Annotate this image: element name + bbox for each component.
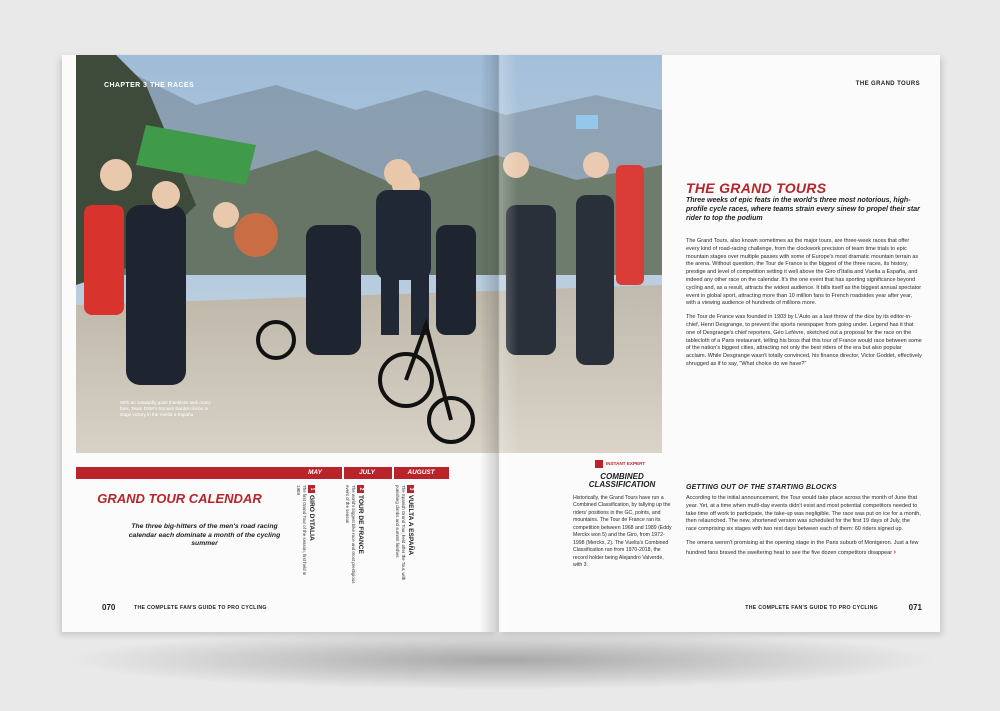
right-footer-title: THE COMPLETE FAN'S GUIDE TO PRO CYCLING <box>745 605 878 611</box>
feature-title: THE GRAND TOURS <box>686 180 827 196</box>
badge-text: INSTANT EXPERT <box>606 460 646 466</box>
calendar-month-may: MAY <box>308 469 322 476</box>
sidebar-title: COMBINED CLASSIFICATION <box>588 472 656 490</box>
entry-desc: The world's biggest bike race and most prestigious event of the season <box>345 485 356 584</box>
body-paragraph-text: The omens weren't promising at the opening stage in the Paris suburb of Montgeron. Just a few hundred fans braved the sweltering heat to see the five dozen competitors disappear <box>686 539 919 556</box>
entry-name: TOUR DE FRANCE <box>357 495 364 554</box>
cover-photo <box>76 55 662 453</box>
calendar-entry-vuelta <box>395 485 414 585</box>
chapter-label: CHAPTER 3 <box>104 82 148 89</box>
body-paragraph: The Tour de France was founded in 1903 by L'Auto as a last throw of the dice by its editor-in-chief, Henri Desgrange, to prevent the sports newspaper from going under. Legend has it that one of Desgrange's chief reporters, Géo Lefèvre, sketched out a proposal for the race on the tablecloth of a Paris restaurant, telling his boss that this tour of France would race between some of the nation's biggest cities, attracting not only the best riders of the era but also popular acclaim. While Desgrange wasn't totally convinced, his finance director, Victor Goddet, effectively shrugged as if to say, "What choice do we have?" <box>686 314 922 367</box>
continue-arrow-icon: › <box>893 548 896 556</box>
entry-name: VUELTA A ESPAÑA <box>407 495 414 556</box>
feature-body-continued <box>686 495 922 564</box>
photo-illustration <box>76 55 662 453</box>
sidebar-body: Historically, the Grand Tours have run a Combined Classification, by tallying up the riders' positions in the GC, points, and mountains. The Tour de France ran its competition between 1968 and 1989 (Eddy Merckx won 5) and the Giro, from 1972-1998 (Merckx, 2). The Vuelta's Combined Classification ran from 1970-2018, the record holder being Alejandro Valverde, with 3. <box>573 495 672 568</box>
calendar-month-july: JULY <box>359 469 375 476</box>
left-footer-title: THE COMPLETE FAN'S GUIDE TO PRO CYCLING <box>134 605 267 611</box>
section-label: THE RACES <box>150 82 195 89</box>
page-shadow <box>62 630 942 690</box>
calendar-entry-giro <box>296 485 315 585</box>
entry-desc: The first Grand Tour of the season, first held in 1909 <box>296 485 307 576</box>
feature-subhead: GETTING OUT OF THE STARTING BLOCKS <box>686 484 837 491</box>
feature-body <box>686 238 922 375</box>
feature-standfirst: Three weeks of epic feats in the world's three most notorious, high-profile cycle races, where teams strain every sinew to propel their star rider to top the podium <box>686 197 920 222</box>
entry-number: 2 <box>357 485 364 493</box>
calendar-subtitle: The three big-hitters of the men's road racing calendar each dominate a month of the cycling summer <box>128 523 281 548</box>
instant-expert-badge <box>595 460 645 468</box>
body-paragraph: According to the initial announcement, the Tour would take place across the month of June that year. Yet, at a time when multi-day events didn't exist and most potential competitors needed to take time off work to participate, the take-up was negligible. The race was put on ice for a month, then relaunched. The new, shortened version was scheduled for the first 19 days of July, the race comprising six stages with two rest days between each of them: 60 riders signed up. <box>686 495 921 533</box>
entry-name: GIRO D'ITALIA <box>308 495 315 541</box>
running-head-right: THE GRAND TOURS <box>855 81 920 87</box>
body-paragraph: The Grand Tours, also known sometimes as the major tours, are three-week races that offer every kind of road-racing challenge, from the clockwork precision of team time trials to epic mountain stages over multiple passes with some of Europe's most dramatic mountain terrain as the arena. Without question, the Tour de France is the biggest of the three races, its history, prestige and level of competition setting it well above the Giro d'Italia and Vuelta a España, and indeed any other race on the calendar. It's the one event that has sporting significance beyond cycling and, as a result, attracts the widest audience. It bills itself as the biggest annual spectator event in global sport, attracting more than 10 million fans to French roadsides year after year, with a viewing audience of hundreds of millions more. <box>686 238 922 307</box>
entry-number: 3 <box>407 485 414 493</box>
entry-desc: The Spanish Grand Tour, held after the Tour, with punishing climbs and summit finishes <box>395 485 406 581</box>
body-paragraph <box>686 540 922 558</box>
badge-logo-icon <box>595 460 603 468</box>
right-folio: 071 <box>908 603 922 612</box>
calendar-title: GRAND TOUR CALENDAR <box>97 491 262 506</box>
entry-number: 1 <box>308 485 315 493</box>
photo-caption: With an outwardly quite thankless task many fans, Team DSM's Romain Bardet climbs to stage victory in the Vuelta a España <box>120 400 211 417</box>
left-folio: 070 <box>102 603 116 612</box>
calendar-month-august: AUGUST <box>407 469 435 476</box>
calendar-entry-tour <box>345 485 364 585</box>
